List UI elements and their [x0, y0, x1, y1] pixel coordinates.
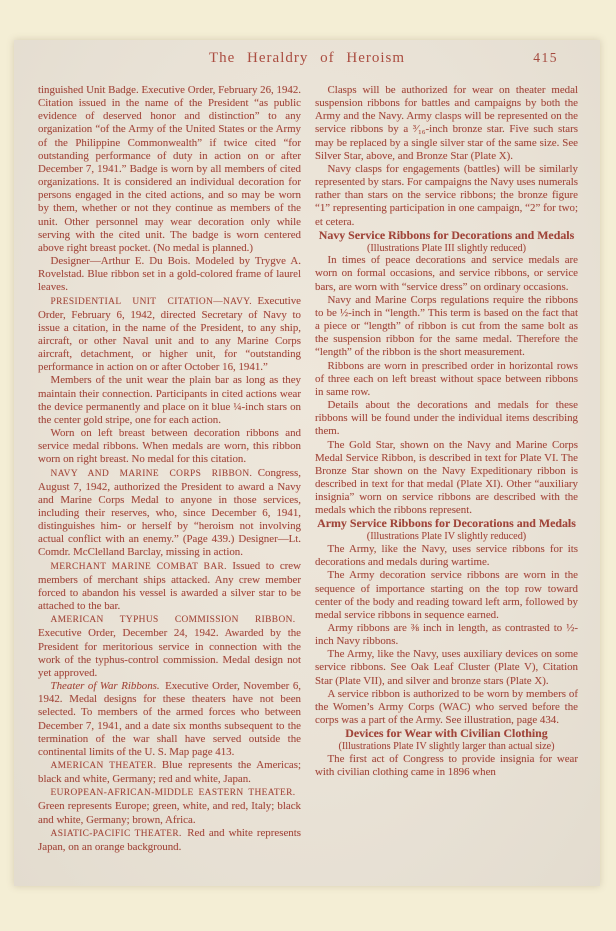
paragraph: tinguished Unit Badge. Executive Order, February 26, 1942. Citation issued in the name of the President “as public evidence of deserved honor and distinction” to any organization “of the Army of the United States or the Army of the Philippine Commonwealth” if twice cited “for outstanding performance of duty in action on or after December 7, 1941.” Badge is worn by all members of cited organizations. It is considered an individual decoration for persons engaged in the cited actions, and so may be worn by them, whether or not they continue as members of the unit. Other personnel may wear decoration only while serving with the cited unit. The badge is worn centered above right breast pocket. (No medal is planned.) [38, 84, 301, 254]
paragraph: In times of peace decorations and service medals are worn on formal occasions, and service ribbons, or service bars, are worn with “service dress” on ordinary occasions. [315, 254, 578, 293]
section-heading: Navy Service Ribbons for Decorations and Medals [318, 227, 575, 242]
smallcaps-lead: NAVY AND MARINE CORPS RIBBON. [50, 468, 253, 479]
page-title: The Heraldry of Heroism [208, 50, 406, 66]
smallcaps-lead: PRESIDENTIAL UNIT CITATION—NAVY. [50, 296, 252, 307]
paragraph: NAVY AND MARINE CORPS RIBBON. Congress, August 7, 1942, authorized the President to award a Navy and Marine Corps Medal to anyone in those services, including their reserves, who, since December 6, 1941, distinguishes him- or herself by “heroism not involving actual conflict with an enemy.” (Page 439.) Designer—Lt. Comdr. McClelland Barclay, missing in action. [38, 466, 301, 559]
paragraph: Theater of War Ribbons. Executive Order, November 6, 1942. Medal designs for these theaters have not been selected. To members of the armed forces who between December 7, 1941, and a date six months subsequent to the termination of the war shall have served outside the continental limits of the U. S. Map page 413. [38, 680, 301, 758]
smallcaps-lead: MERCHANT MARINE COMBAT BAR. [50, 561, 227, 572]
text-columns [14, 76, 600, 854]
smallcaps-lead: AMERICAN THEATER. [50, 760, 157, 771]
paragraph: PRESIDENTIAL UNIT CITATION—NAVY. Executive Order, February 6, 1942, directed Secretary of Navy to issue a citation, in the name of the President, to any ship, aircraft, or other Naval unit and to any Marine Corps aircraft, detachment, or higher unit, for “outstanding performance in action on or after October 16, 1941.” [38, 294, 301, 374]
paragraph: Worn on left breast between decoration ribbons and service medal ribbons. When medals are worn, this ribbon worn on right breast. No medal for this citation. [38, 427, 301, 466]
section-heading: Army Service Ribbons for Decorations and Medals [317, 516, 576, 531]
paragraph: AMERICAN TYPHUS COMMISSION RIBBON. Executive Order, December 24, 1942. Awarded by the President for meritorious service in connection with the work of the typhus-control commission. Medal design not yet approved. [38, 615, 301, 679]
section-subheading: (Illustrations Plate IV slightly larger than actual size) [338, 741, 555, 753]
paragraph: The Gold Star, shown on the Navy and Marine Corps Medal Service Ribbon, is described in text for Plate VI. The Bronze Star shown on the Navy Expeditionary ribbon is described in text for that medal (Plate XI). Other “auxiliary insignia” worn on service ribbons are described with the medals which the ribbons represent. [315, 438, 578, 517]
paragraph: Navy and Marine Corps regulations require the ribbons to be ½-inch in “length.” This term is based on the fact that a piece or “length” of ribbon is cut from the same bolt as the suspension ribbon for the same medal. Therefore the “length” of the ribbon is the short measurement. [315, 293, 578, 359]
section-heading: Devices for Wear with Civilian Clothing [345, 726, 548, 741]
smallcaps-lead: EUROPEAN-AFRICAN-MIDDLE EASTERN THEATER. [50, 788, 296, 799]
paragraph: Designer—Arthur E. Du Bois. Modeled by Trygve A. Rovelstad. Blue ribbon set in a gold-colored frame of laurel leaves. [38, 255, 301, 294]
paragraph: Army ribbons are ⅜ inch in length, as contrasted to ½-inch Navy ribbons. [315, 621, 578, 648]
paragraph: The Army, like the Navy, uses auxiliary devices on some service ribbons. See Oak Leaf Cluster (Plate V), Citation Star (Plate VII), and silver and bronze stars (Plate X). [315, 648, 578, 687]
paragraph: MERCHANT MARINE COMBAT BAR. Issued to crew members of merchant ships attacked. Any crew member forced to abandon his vessel is awarded a silver star to be attached to the bar. [38, 559, 301, 613]
paragraph: AMERICAN THEATER. Blue represents the Americas; black and white, Germany; red and white, Japan. [38, 758, 301, 786]
right-column [315, 84, 578, 854]
paragraph: The Army, like the Navy, uses service ribbons for its decorations and medals during wartime. [315, 543, 578, 569]
paragraph: Navy clasps for engagements (battles) will be similarly represented by stars. For campaigns the Navy uses numerals rather than stars on the service ribbons; the bronze figure “1” representing participation in one campaign, “2” for two; et cetera. [315, 162, 578, 228]
paragraph: Ribbons are worn in prescribed order in horizontal rows of three each on left breast without space between ribbons in same row. [315, 359, 578, 398]
book-page-scan [14, 40, 600, 886]
page-number: 415 [533, 50, 558, 65]
paragraph: Details about the decorations and medals for these ribbons will be found under the individual items describing them. [315, 399, 578, 438]
paragraph: ASIATIC-PACIFIC THEATER. Red and white represents Japan, on an orange background. [38, 826, 301, 853]
section-subheading: (Illustrations Plate IV slightly reduced) [366, 531, 527, 543]
paragraph: Clasps will be authorized for wear on theater medal suspension ribbons for battles and campaigns by both the Army and the Navy. Army clasps will be represented on the service ribbons by a ³⁄₁₆-inch bronze star. Five such stars may be replaced by a single silver star of the same size. See Silver Star, above, and Bronze Star (Plate X). [315, 84, 578, 162]
italic-lead: Theater of War Ribbons. [50, 680, 160, 693]
paragraph: Members of the unit wear the plain bar as long as they maintain their connection. Participants in cited actions wear the device permanently and place on it blue ¼-inch stars on the center gold stripe, one for each action. [38, 374, 301, 426]
page-header [14, 40, 600, 76]
left-column [38, 84, 301, 854]
paragraph: The Army decoration service ribbons are worn in the sequence of importance starting on the top row toward center of the body and reading toward left arm, followed by medal service ribbons in sequence earned. [315, 569, 578, 621]
paragraph: A service ribbon is authorized to be worn by members of the Women’s Army Corps (WAC) who served before the corps was a part of the Army. See illustration, page 434. [315, 687, 578, 727]
section-subheading: (Illustrations Plate III slightly reduced) [367, 242, 526, 254]
smallcaps-lead: AMERICAN TYPHUS COMMISSION RIBBON. [50, 615, 296, 626]
smallcaps-lead: ASIATIC-PACIFIC THEATER. [50, 828, 182, 839]
paragraph: EUROPEAN-AFRICAN-MIDDLE EASTERN THEATER. Green represents Europe; green, white, and red, Italy; black and white, Germany; brown, Africa. [38, 788, 301, 826]
paragraph: The first act of Congress to provide insignia for wear with civilian clothing came in 1896 when [315, 752, 578, 778]
